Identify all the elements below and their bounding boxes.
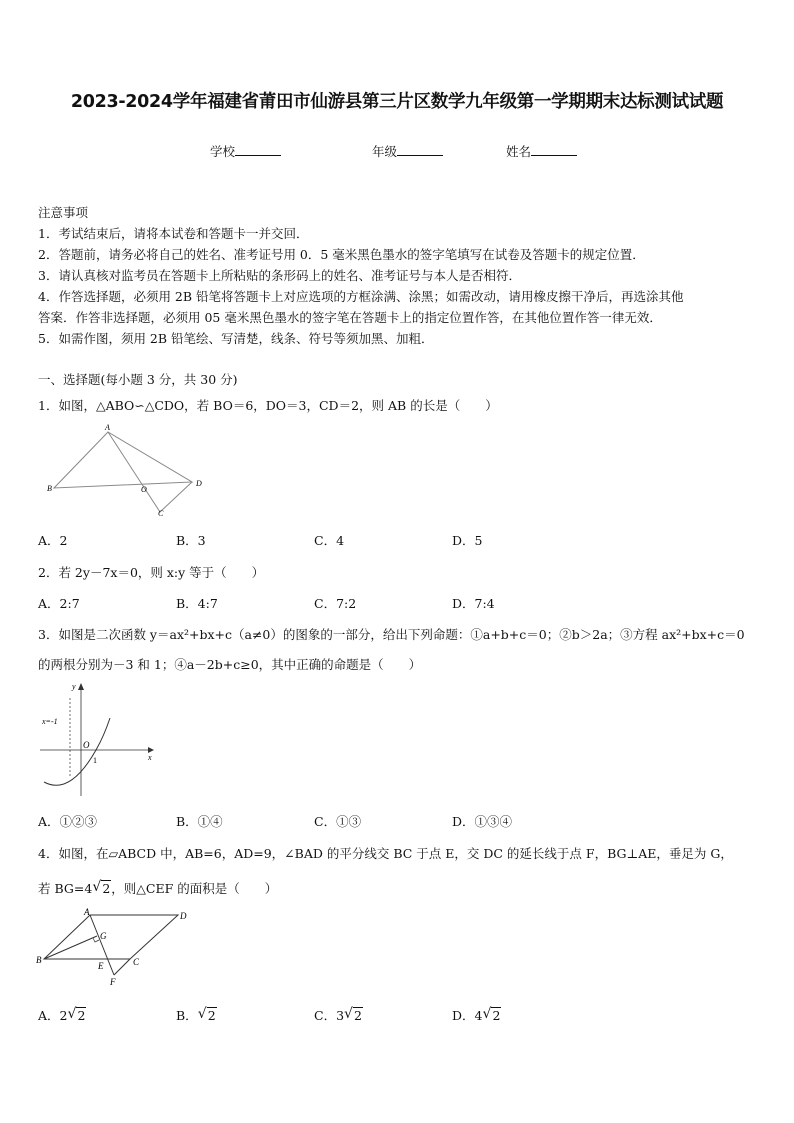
notice-item: 答案．作答非选择题，必须用 05 毫米黑色墨水的签字笔在答题卡上的指定位置作答，在其他位置作答一律无效． bbox=[38, 310, 662, 325]
question-1-text: 1．如图，△ABO∽△CDO，若 BO＝6，DO＝3，CD＝2，则 AB 的长是（ ） bbox=[38, 398, 498, 413]
q4-label-b: B bbox=[36, 955, 42, 965]
question-4-text-line1: 4．如图，在▱ABCD 中，AB=6，AD=9，∠BAD 的平分线交 BC 于点 E，交 DC 的延长线于点 F，BG⊥AE，垂足为 G， bbox=[38, 846, 733, 861]
school-field[interactable] bbox=[210, 142, 281, 160]
q1-option-a[interactable]: A．2 bbox=[38, 533, 68, 548]
q4-option-a-letter: A． bbox=[38, 1008, 60, 1023]
q4-option-b-letter: B． bbox=[176, 1008, 198, 1023]
symmetry-axis-label: x=-1 bbox=[42, 717, 58, 726]
school-blank[interactable] bbox=[235, 143, 281, 156]
y-axis-arrow bbox=[78, 683, 84, 690]
q4-label-g: G bbox=[100, 931, 107, 941]
question-3-text-line1: 3．如图是二次函数 y＝ax²+bx+c（a≠0）的图象的一部分，给出下列命题：①a+b+c＝0；②b＞2a；③方程 ax²+bx+c＝0 bbox=[38, 627, 745, 642]
bg-perpendicular bbox=[44, 936, 97, 959]
question-3-text-line2: 的两根分别为－3 和 1；④a－2b+c≥0，其中正确的命题是（ ） bbox=[38, 657, 422, 672]
q4-option-a[interactable] bbox=[38, 1006, 86, 1024]
q4-option-c[interactable] bbox=[314, 1006, 363, 1024]
q4-option-d[interactable] bbox=[452, 1006, 501, 1024]
name-blank[interactable] bbox=[531, 143, 577, 156]
parallelogram bbox=[44, 915, 178, 959]
notice-item: 5．如需作图，须用 2B 铅笔绘、写清楚，线条、符号等须加黑、加粗． bbox=[38, 331, 434, 346]
q1-label-a: A bbox=[105, 423, 110, 432]
page-title: 2023-2024学年福建省莆田市仙游县第三片区数学九年级第一学期期末达标测试试题 bbox=[70, 92, 724, 112]
q4-label-f: F bbox=[110, 977, 116, 987]
dc-extension bbox=[114, 959, 130, 975]
q4-option-c-coef: 3 bbox=[336, 1008, 345, 1023]
q4-option-c-letter: C． bbox=[314, 1008, 337, 1023]
q4-label-a: A bbox=[84, 907, 90, 917]
q4-option-d-letter: D． bbox=[452, 1008, 475, 1023]
notice-item: 3．请认真核对监考员在答题卡上所粘贴的条形码上的姓名、准考证号与本人是否相符． bbox=[38, 268, 521, 283]
sqrt-symbol: √ 2 bbox=[344, 1006, 362, 1023]
notice-heading: 注意事项 bbox=[38, 205, 89, 220]
q4-line2-pre: 若 BG= bbox=[38, 881, 85, 896]
name-label: 姓名 bbox=[506, 144, 532, 159]
q1-label-b: B bbox=[47, 484, 52, 493]
q3-option-d[interactable]: D．①③④ bbox=[452, 814, 513, 829]
notice-item: 4．作答选择题，必须用 2B 铅笔将答题卡上对应选项的方框涂满、涂黑；如需改动，请用橡皮擦干净后，再选涂其他 bbox=[38, 289, 684, 304]
q1-label-d: D bbox=[196, 479, 202, 488]
q4-option-d-radicand: 2 bbox=[492, 1008, 501, 1023]
q1-label-c: C bbox=[158, 509, 164, 518]
tick-one-label: 1 bbox=[93, 756, 97, 765]
q4-option-b-radicand: 2 bbox=[207, 1008, 216, 1023]
q4-option-a-radicand: 2 bbox=[77, 1008, 86, 1023]
x-axis-label: x bbox=[148, 753, 152, 762]
question-4-text-line2 bbox=[38, 879, 277, 897]
q2-option-d[interactable]: D．7:4 bbox=[452, 596, 495, 611]
grade-blank[interactable] bbox=[397, 143, 443, 156]
q1-label-o: O bbox=[141, 485, 147, 494]
q2-option-a[interactable]: A．2:7 bbox=[38, 596, 80, 611]
q4-label-e: E bbox=[98, 961, 104, 971]
q1-option-c[interactable]: C．4 bbox=[314, 533, 345, 548]
q1-option-b[interactable]: B．3 bbox=[176, 533, 206, 548]
sqrt-symbol: √ 2 bbox=[482, 1006, 501, 1023]
right-angle-mark bbox=[93, 938, 99, 942]
notice-item: 2．答题前，请务必将自己的姓名、准考证号用 0．5 毫米黑色墨水的签字笔填写在试卷及答题卡的规定位置． bbox=[38, 247, 645, 262]
school-label: 学校 bbox=[210, 144, 236, 159]
q2-option-c[interactable]: C．7:2 bbox=[314, 596, 357, 611]
question-2-text: 2．若 2y－7x＝0，则 x:y 等于（ ） bbox=[38, 565, 265, 580]
q4-label-c: C bbox=[133, 957, 140, 967]
q2-option-b[interactable]: B．4:7 bbox=[176, 596, 218, 611]
q4-line2-post: ，则△CEF 的面积是（ ） bbox=[111, 881, 278, 896]
q4-label-d: D bbox=[180, 911, 187, 921]
grade-field[interactable] bbox=[372, 142, 443, 160]
q4-option-b[interactable] bbox=[176, 1006, 217, 1024]
q1-figure bbox=[40, 420, 215, 520]
grade-label: 年级 bbox=[372, 144, 398, 159]
q4-figure bbox=[36, 905, 196, 987]
q3-option-a[interactable]: A．①②③ bbox=[38, 814, 98, 829]
parabola-curve bbox=[44, 718, 110, 785]
q3-option-c[interactable]: C．①③ bbox=[314, 814, 362, 829]
y-axis-label: y bbox=[72, 682, 76, 691]
q1-option-d[interactable]: D．5 bbox=[452, 533, 483, 548]
q4-option-d-coef: 4 bbox=[474, 1008, 483, 1023]
q3-graph bbox=[36, 680, 161, 805]
sqrt-symbol: √ 2 bbox=[197, 1006, 216, 1023]
sqrt-symbol: √ 2 bbox=[67, 1006, 86, 1023]
q3-option-b[interactable]: B．①④ bbox=[176, 814, 223, 829]
q4-option-c-radicand: 2 bbox=[354, 1008, 362, 1023]
q4-option-a-coef: 2 bbox=[59, 1008, 68, 1023]
section-heading: 一、选择题(每小题 3 分，共 30 分) bbox=[38, 372, 238, 387]
notice-item: 1．考试结束后，请将本试卷和答题卡一并交回． bbox=[38, 226, 309, 241]
sqrt-symbol: √ 2 bbox=[92, 879, 111, 896]
name-field[interactable] bbox=[506, 142, 577, 160]
q4-line2-radicand: 2 bbox=[102, 881, 111, 896]
origin-label: O bbox=[83, 740, 90, 750]
q4-line2-coef: 4 bbox=[84, 881, 93, 896]
